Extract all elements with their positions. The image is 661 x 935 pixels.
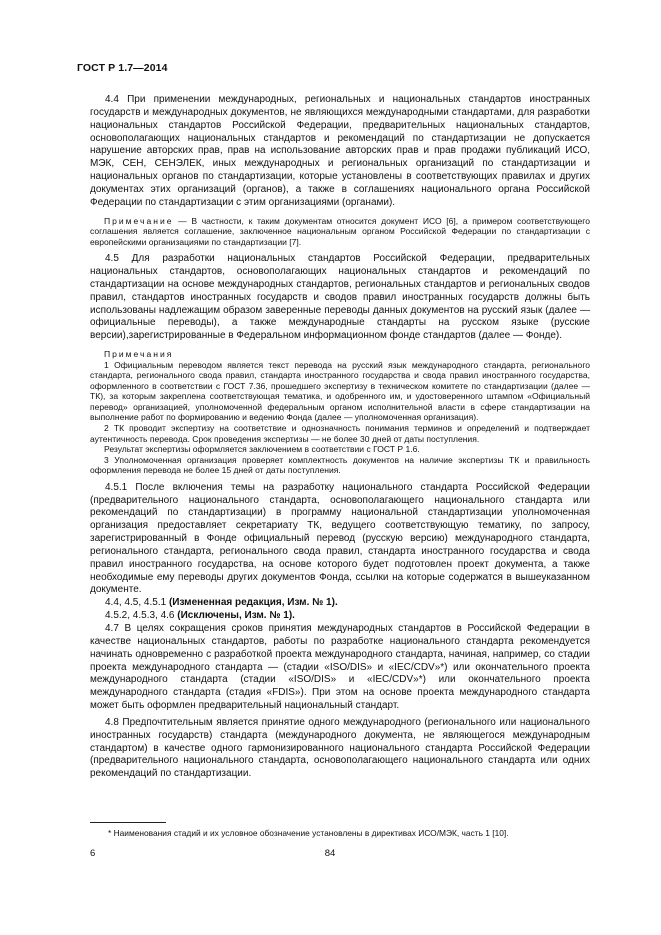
note-label: Примечание <box>104 215 174 226</box>
amendment-line-1: 4.4, 4.5, 4.5.1 (Измененная редакция, Изм. № 1). <box>105 597 338 609</box>
page-number-left: 6 <box>90 848 96 859</box>
footnote: * Наименования стадий и их условное обозначение установлены в директивах ИСО/МЭК, часть 1 [10]. <box>108 828 509 838</box>
footnote-divider <box>90 822 166 823</box>
amendment-2-bold: (Исключены, Изм. № 1). <box>177 610 295 622</box>
note-4-4 <box>90 216 590 248</box>
amendment-line-2: 4.5.2, 4.5.3, 4.6 (Исключены, Изм. № 1). <box>105 610 295 622</box>
paragraph-4-5: 4.5 Для разработки национальных стандартов Российской Федерации, предварительных национальных стандартов, основополагающих национальных стандартов и рекомендаций по стандартизации на основе международных стандартов, региональных стандартов и региональных сводов правил, стандартов иностранных государств и сводов правил иностранных государств должны быть использованы надлежащим образом заверенные переводы данных документов на русский язык (далее — официальные переводы), а также международные стандарты на русском языке (русские версии),зарегистрированные в Федеральном информационном фонде стандартов (далее — Фонде). <box>90 253 590 342</box>
document-body <box>90 94 590 781</box>
paragraph-4-4: 4.4 При применении международных, региональных и национальных стандартов иностранных государств и международных документов, не являющихся международными стандартами, для разработки национальных стандартов Российской Федерации, предварительных национальных стандартов, основополагающих национальных стандартов и рекомендаций по стандартизации не допускается нарушение авторских прав, прав на использование авторских прав и прав продажи публикаций ИСО, МЭК, СЕН, СЕНЭЛЕК, иных международных и региональных организаций по стандартизации и национальных органов по стандартизации, которые установлены в соответствующих правилах и других документах этих организаций (органов), а также в соглашениях национального органа Российской Федерации по стандартизации с этим организациями (органами). <box>90 94 590 208</box>
note-4-5-1: 1 Официальным переводом является текст перевода на русский язык международного стандарта, регионального стандарта, регионального свода правил, стандарта иностранного государства и свода правил иностранного государства, оформленного в соответствии с ГОСТ 7.36, прошедшего экспертизу в техническом комитете по стандартизации (далее — ТК), за которым закреплена соответствующая тематика, и одобренного им, и удостоверенного штампом «Официальный перевод» организацией, уполномоченной федеральным органом исполнительной власти в сфере стандартизации на выполнение работ по формированию и ведению Фонда (далее — уполномоченная организация). <box>90 359 590 423</box>
document-code-header: ГОСТ Р 1.7—2014 <box>77 62 168 74</box>
note-4-5-2b: Результат экспертизы оформляется заключением в соответствии с ГОСТ Р 1.6. <box>104 444 420 455</box>
paragraph-4-5-1: 4.5.1 После включения темы на разработку национального стандарта Российской Федерации (предварительного национального стандарта, основополагающего национального стандарта или рекомендаций по стандартизации) в программу национальной стандартизации уполномоченная организация предоставляет секретариату ТК, ведущего соответствующую тематику, по запросу, зарегистрированный в Фонде официальный перевод (русскую версию) международного стандарта, регионального стандарта, регионального свода правил, стандарта иностранного государства и свода правил иностранного государства, на основе которого будет подготовлен проект документа, а также необходимые ему переводы других документов Фонда, ссылки на которые содержатся в вышеуказанном документе. <box>90 481 590 596</box>
page-number-center: 84 <box>324 848 336 859</box>
note-4-4-text: — В частности, к таким документам относится документ ИСО [6], а примером соответствующего соглашения является соглашение, заключенное национальным органом Российской Федерации по стандартизации с европейскими организациями по стандартизации [7]. <box>90 215 590 247</box>
note-4-5-3: 3 Уполномоченная организация проверяет комплектность документов на наличие экспертизы ТК и правильность оформления перевода не более 15 дней от даты поступления. <box>90 454 590 476</box>
notes-label: Примечания <box>104 349 174 360</box>
paragraph-4-7: 4.7 В целях сокращения сроков принятия международных стандартов в Российской Федерации в качестве национальных стандартов, работы по разработке национального стандарта рекомендуется начинать одновременно с разработкой проекта международного стандарта, начиная, например, со стадии проекта международного стандарта — (стадии «ISO/DIS» и «IEC/CDV»*) или окончательного проекта международного стандарта (стадии «ISO/DIS» и «IEC/CDV»*) или окончательного проекта международного стандарта (стадия «FDIS»). При этом на основе проекта международного стандарта может быть оформлен предварительный национальный стандарт. <box>90 622 590 712</box>
paragraph-4-8: 4.8 Предпочтительным является принятие одного международного (регионального или национального иностранных государств) стандарта (международного документа, не являющегося международным стандартом) в качестве одного гармонизированного национального стандарта Российской Федерации (предварительного национального стандарта, основополагающего национального стандарта или одних рекомендаций по стандартизации. <box>90 716 590 780</box>
amendment-1-bold: (Измененная редакция, Изм. № 1). <box>168 597 338 609</box>
note-4-5-2: 2 ТК проводит экспертизу на соответствие и однозначность понимания терминов и определений и подтверждает аутентичность перевода. Срок проведения экспертизы — не более 30 дней от даты поступления. <box>90 422 590 444</box>
